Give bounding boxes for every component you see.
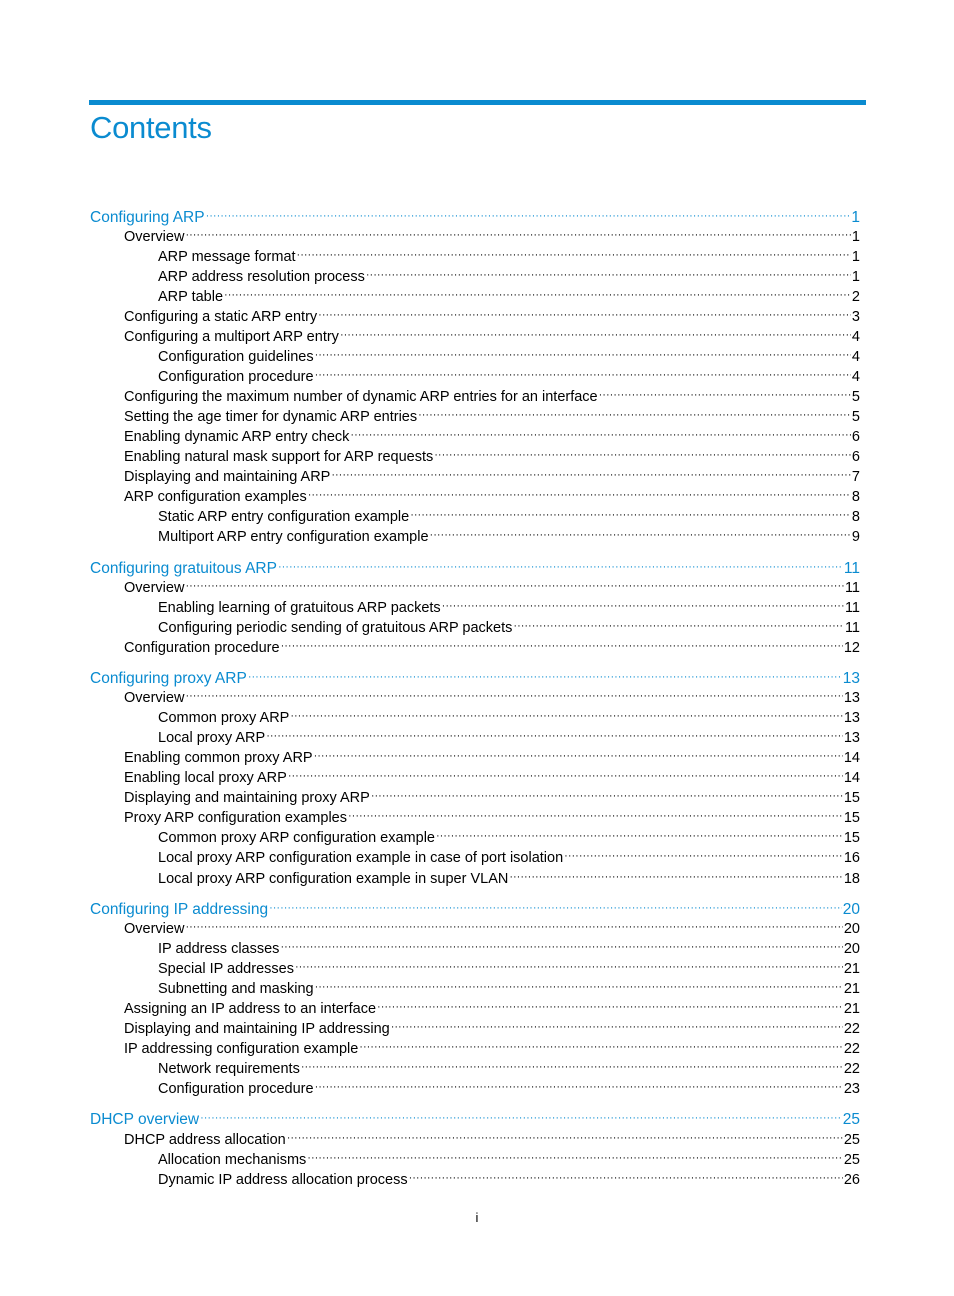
toc-entry-page-number: 1 — [851, 208, 860, 226]
toc-dot-leader — [564, 848, 843, 863]
toc-entry-label: Enabling learning of gratuitous ARP packets — [158, 599, 441, 616]
toc-entry-label: Configuration guidelines — [158, 348, 314, 365]
toc-entry-label: Displaying and maintaining ARP — [124, 469, 331, 486]
toc-entry-page-number: 4 — [851, 368, 860, 385]
toc-entry-label: Configuration procedure — [158, 368, 314, 385]
toc-entry-page-number: 12 — [843, 639, 860, 656]
toc-entry-page-number: 13 — [843, 690, 860, 706]
toc-entry[interactable] — [124, 768, 860, 787]
toc-chapter-entry[interactable] — [90, 668, 860, 689]
toc-entry-label: Special IP addresses — [158, 960, 294, 977]
toc-entry-label: ARP message format — [158, 248, 296, 265]
toc-dot-leader — [206, 206, 851, 222]
toc-entry-label: Displaying and maintaining IP addressing — [124, 1021, 390, 1037]
toc-entry[interactable] — [124, 788, 860, 807]
toc-dot-leader — [308, 487, 851, 502]
toc-dot-leader — [418, 407, 851, 422]
toc-entry-label: Overview — [124, 228, 185, 245]
toc-dot-leader — [366, 266, 851, 281]
toc-dot-leader — [513, 617, 844, 632]
toc-entry-page-number: 22 — [843, 1021, 860, 1037]
toc-entry[interactable] — [124, 387, 860, 406]
toc-chapter-entry[interactable] — [90, 898, 860, 919]
toc-entry[interactable] — [158, 1169, 860, 1188]
toc-entry[interactable] — [124, 748, 860, 767]
toc-dot-leader — [315, 366, 851, 381]
toc-entry-page-number: 20 — [843, 940, 860, 957]
toc-entry-label: DHCP address allocation — [124, 1131, 286, 1148]
toc-entry-label: Configuration procedure — [124, 639, 280, 656]
toc-entry-page-number: 11 — [844, 579, 860, 596]
toc-dot-leader — [599, 387, 851, 402]
toc-entry[interactable] — [124, 1129, 860, 1148]
toc-entry[interactable] — [158, 938, 860, 957]
toc-entry-page-number: 8 — [851, 489, 860, 506]
toc-entry-label: Configuring gratuitous ARP — [90, 559, 277, 577]
toc-entry[interactable] — [124, 487, 860, 506]
toc-entry[interactable] — [158, 286, 860, 305]
toc-dot-leader — [359, 1039, 843, 1054]
toc-entry[interactable] — [158, 868, 860, 887]
toc-entry-label: IP address classes — [158, 940, 280, 957]
toc-entry[interactable] — [124, 306, 860, 325]
toc-entry-label: Local proxy ARP configuration example in super VLAN — [158, 870, 509, 887]
toc-entry-page-number: 11 — [843, 559, 860, 577]
toc-entry-page-number: 21 — [843, 980, 860, 997]
toc-dot-leader — [348, 808, 843, 823]
toc-entry-label: Configuring a multiport ARP entry — [124, 328, 339, 345]
toc-dot-leader — [434, 447, 851, 462]
toc-entry-label: Local proxy ARP configuration example in case of port isolation — [158, 850, 564, 867]
toc-entry-label: Configuring periodic sending of gratuitous ARP packets — [158, 619, 513, 636]
toc-dot-leader — [377, 999, 843, 1014]
toc-dot-leader — [185, 688, 842, 703]
toc-entry[interactable] — [158, 346, 860, 365]
toc-entry[interactable] — [158, 728, 860, 747]
toc-dot-leader — [301, 1059, 843, 1074]
toc-entry-label: Multiport ARP entry configuration example — [158, 529, 429, 546]
toc-entry[interactable] — [158, 266, 860, 285]
page-title: Contents — [90, 110, 212, 145]
toc-entry-page-number: 13 — [843, 710, 860, 727]
toc-entry-label: ARP table — [158, 288, 224, 305]
toc-dot-leader — [224, 286, 851, 301]
toc-entry[interactable] — [158, 978, 860, 997]
toc-entry-page-number: 25 — [842, 1111, 860, 1129]
toc-entry-page-number: 1 — [851, 248, 860, 265]
toc-entry-label: Overview — [124, 579, 185, 596]
toc-dot-leader — [281, 637, 843, 652]
toc-entry-label: Common proxy ARP — [158, 710, 290, 727]
toc-entry-label: Configuring proxy ARP — [90, 670, 247, 687]
toc-dot-leader — [307, 1149, 843, 1164]
page-number: i — [475, 1210, 479, 1225]
toc-entry-page-number: 18 — [843, 870, 860, 887]
toc-entry-page-number: 2 — [851, 288, 860, 305]
toc-entry-label: Enabling common proxy ARP — [124, 750, 313, 767]
toc-entry-page-number: 15 — [843, 790, 860, 807]
toc-entry[interactable] — [124, 326, 860, 345]
toc-entry-page-number: 6 — [851, 449, 860, 466]
toc-entry[interactable] — [158, 1149, 860, 1168]
toc-entry-page-number: 14 — [843, 750, 860, 767]
toc-entry-page-number: 5 — [851, 389, 860, 405]
toc-dot-leader — [331, 467, 851, 482]
toc-entry-label: IP addressing configuration example — [124, 1041, 359, 1058]
toc-entry-page-number: 1 — [851, 228, 860, 245]
toc-entry-label: Subnetting and masking — [158, 980, 314, 997]
toc-entry-label: Setting the age timer for dynamic ARP entries — [124, 409, 418, 425]
toc-entry-label: ARP configuration examples — [124, 489, 307, 506]
toc-entry-page-number: 20 — [842, 900, 860, 918]
toc-entry-page-number: 11 — [844, 619, 860, 636]
toc-entry-page-number: 3 — [851, 308, 860, 325]
toc-entry-label: Assigning an IP address to an interface — [124, 1001, 377, 1017]
toc-dot-leader — [297, 246, 851, 261]
toc-entry[interactable] — [124, 467, 860, 486]
toc-entry-page-number: 7 — [851, 469, 860, 486]
toc-entry-page-number: 22 — [843, 1061, 860, 1078]
toc-entry-label: DHCP overview — [90, 1111, 200, 1129]
toc-entry-label: Enabling local proxy ARP — [124, 770, 287, 787]
toc-entry[interactable] — [124, 808, 860, 827]
toc-entry-page-number: 11 — [844, 599, 860, 616]
toc-entry-page-number: 1 — [851, 268, 860, 285]
toc-entry-page-number: 13 — [842, 670, 860, 687]
toc-entry-page-number: 25 — [843, 1131, 860, 1148]
toc-entry-label: Configuring IP addressing — [90, 900, 269, 918]
toc-entry[interactable] — [124, 577, 860, 596]
toc-dot-leader — [410, 507, 851, 522]
toc-entry-page-number: 22 — [843, 1041, 860, 1058]
toc-entry-label: Overview — [124, 690, 185, 706]
toc-dot-leader — [269, 898, 842, 914]
toc-entry-page-number: 5 — [851, 409, 860, 425]
toc-entry[interactable] — [158, 507, 860, 526]
toc-entry-page-number: 15 — [843, 830, 860, 847]
toc-entry[interactable] — [158, 958, 860, 977]
toc-entry-label: Proxy ARP configuration examples — [124, 810, 347, 827]
toc-entry-page-number: 4 — [851, 328, 860, 345]
toc-dot-leader — [295, 958, 843, 973]
toc-dot-leader — [185, 577, 844, 592]
toc-entry[interactable] — [124, 427, 860, 446]
toc-dot-leader — [318, 306, 851, 321]
toc-entry[interactable] — [124, 918, 860, 937]
toc-chapter-entry[interactable] — [90, 206, 860, 227]
toc-entry[interactable] — [158, 597, 860, 616]
toc-dot-leader — [314, 748, 843, 763]
toc-entry-page-number: 6 — [851, 429, 860, 446]
header-rule — [89, 100, 866, 105]
toc-entry-page-number: 14 — [843, 770, 860, 787]
toc-entry[interactable] — [124, 637, 860, 656]
toc-entry-page-number: 21 — [843, 1001, 860, 1017]
toc-entry-page-number: 15 — [843, 810, 860, 827]
toc-entry-label: Configuring the maximum number of dynamic ARP entries for an interface — [124, 389, 598, 405]
toc-entry[interactable] — [158, 708, 860, 727]
toc-entry[interactable] — [124, 1039, 860, 1058]
toc-dot-leader — [442, 597, 844, 612]
toc-entry-label: Dynamic IP address allocation process — [158, 1171, 408, 1188]
toc-entry[interactable] — [158, 246, 860, 265]
toc-entry-page-number: 20 — [843, 920, 860, 937]
toc-dot-leader — [315, 978, 843, 993]
toc-dot-leader — [315, 1079, 843, 1094]
toc-dot-leader — [340, 326, 851, 341]
toc-dot-leader — [287, 1129, 843, 1144]
toc-entry-label: Enabling dynamic ARP entry check — [124, 429, 350, 446]
toc-entry-page-number: 8 — [851, 509, 860, 526]
toc-entry[interactable] — [124, 226, 860, 245]
toc-dot-leader — [248, 668, 842, 684]
toc-dot-leader — [200, 1109, 842, 1125]
toc-entry[interactable] — [158, 617, 860, 636]
toc-entry-page-number: 4 — [851, 348, 860, 365]
toc-entry-page-number: 16 — [843, 850, 860, 867]
toc-chapter-entry[interactable] — [90, 1109, 860, 1130]
toc-entry-page-number: 26 — [843, 1171, 860, 1188]
toc-dot-leader — [290, 708, 843, 723]
toc-entry-label: Network requirements — [158, 1061, 300, 1078]
toc-dot-leader — [430, 527, 851, 542]
toc-dot-leader — [280, 938, 842, 953]
toc-dot-leader — [315, 346, 851, 361]
toc-dot-leader — [350, 427, 851, 442]
toc-entry-label: Displaying and maintaining proxy ARP — [124, 790, 370, 807]
toc-entry-label: Overview — [124, 920, 185, 937]
toc-dot-leader — [436, 828, 843, 843]
toc-dot-leader — [288, 768, 843, 783]
toc-entry[interactable] — [124, 1019, 860, 1038]
toc-entry[interactable] — [124, 447, 860, 466]
toc-dot-leader — [409, 1169, 843, 1184]
toc-entry-label: Configuring a static ARP entry — [124, 308, 318, 325]
toc-entry-page-number: 9 — [851, 529, 860, 546]
toc-entry-page-number: 25 — [843, 1151, 860, 1168]
toc-entry-label: Common proxy ARP configuration example — [158, 830, 435, 847]
toc-dot-leader — [278, 557, 843, 573]
toc-entry-label: ARP address resolution process — [158, 268, 365, 285]
toc-entry[interactable] — [158, 366, 860, 385]
toc-entry-label: Local proxy ARP — [158, 730, 266, 747]
toc-entry[interactable] — [124, 407, 860, 426]
toc-entry-page-number: 13 — [843, 730, 860, 747]
toc-entry-label: Enabling natural mask support for ARP requests — [124, 449, 434, 466]
toc-entry[interactable] — [158, 1079, 860, 1098]
toc-entry[interactable] — [158, 848, 860, 867]
toc-entry-page-number: 23 — [843, 1081, 860, 1098]
toc-entry-page-number: 21 — [843, 960, 860, 977]
toc-dot-leader — [266, 728, 843, 743]
toc-dot-leader — [509, 868, 843, 883]
toc-entry[interactable] — [124, 999, 860, 1018]
toc-entry[interactable] — [158, 527, 860, 546]
toc-entry-label: Configuring ARP — [90, 208, 205, 226]
toc-entry[interactable] — [158, 828, 860, 847]
toc-entry-label: Allocation mechanisms — [158, 1151, 307, 1168]
toc-entry-label: Static ARP entry configuration example — [158, 509, 410, 526]
toc-dot-leader — [185, 226, 850, 241]
toc-entry[interactable] — [158, 1059, 860, 1078]
toc-dot-leader — [391, 1019, 843, 1034]
toc-chapter-entry[interactable] — [90, 557, 860, 578]
toc-entry[interactable] — [124, 688, 860, 707]
toc-entry-label: Configuration procedure — [158, 1081, 314, 1098]
toc-dot-leader — [185, 918, 842, 933]
toc-dot-leader — [371, 788, 843, 803]
